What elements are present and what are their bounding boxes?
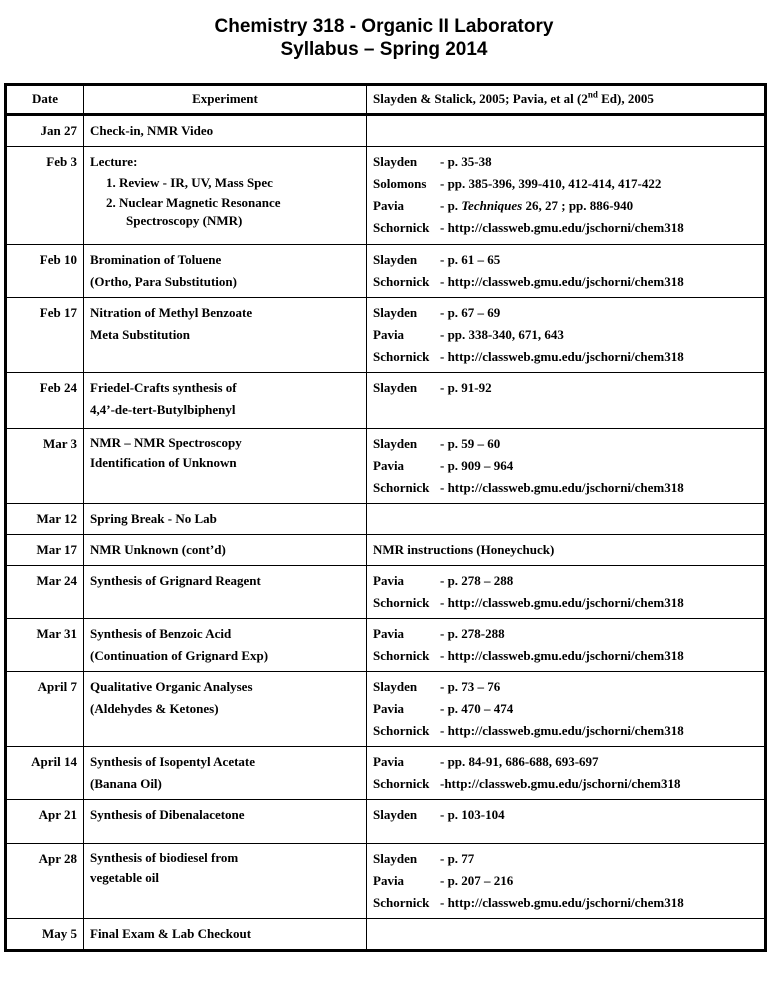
row-date: April 7 (6, 672, 84, 747)
header-references (367, 85, 766, 115)
row-date: Jan 27 (6, 115, 84, 147)
reference-source: Slayden (373, 252, 418, 267)
row-date: Feb 17 (6, 298, 84, 373)
row-date: Mar 17 (6, 535, 84, 566)
reference-line (373, 623, 758, 645)
reference-text: - p. 67 – 69 (440, 305, 501, 320)
header-ref-sup: nd (587, 89, 598, 100)
experiment-line: (Aldehydes & Ketones) (90, 701, 219, 716)
row-references (367, 245, 766, 298)
row-experiment (84, 747, 367, 800)
reference-line (373, 433, 758, 455)
reference-text: - http://classweb.gmu.edu/jschorni/chem318 (440, 480, 684, 495)
reference-source: Solomons (373, 176, 427, 191)
experiment-line: Synthesis of Benzoic Acid (90, 626, 232, 641)
reference-source: Pavia (373, 458, 405, 473)
experiment-line: (Ortho, Para Substitution) (90, 274, 237, 289)
table-row (6, 373, 766, 429)
reference-line (373, 249, 758, 271)
row-date: Apr 21 (6, 800, 84, 844)
row-experiment (84, 373, 367, 429)
experiment-line: Check-in, NMR Video (90, 123, 214, 138)
row-references (367, 672, 766, 747)
reference-text: - http://classweb.gmu.edu/jschorni/chem318 (440, 895, 684, 910)
reference-text: - p. 909 – 964 (440, 458, 514, 473)
reference-line (373, 217, 758, 239)
reference-text: - http://classweb.gmu.edu/jschorni/chem318 (440, 648, 684, 663)
row-references (367, 619, 766, 672)
row-references (367, 504, 766, 535)
reference-text: - p. 278-288 (440, 626, 505, 641)
reference-text: - pp. 338-340, 671, 643 (440, 327, 564, 342)
experiment-line: Identification of Unknown (90, 455, 237, 470)
reference-line (373, 151, 758, 173)
reference-text: - p. 207 – 216 (440, 873, 514, 888)
experiment-line: Synthesis of biodiesel from (90, 850, 239, 865)
header-experiment: Experiment (84, 85, 367, 115)
reference-text: - p. (440, 198, 462, 213)
row-references (367, 800, 766, 844)
reference-text: - p. 91-92 (440, 380, 492, 395)
reference-source: Pavia (373, 754, 405, 769)
reference-text: - p. 61 – 65 (440, 252, 501, 267)
reference-line (373, 676, 758, 698)
row-experiment (84, 535, 367, 566)
reference-line (373, 892, 758, 914)
experiment-line: NMR Unknown (cont’d) (90, 542, 226, 557)
reference-line (373, 570, 758, 592)
row-references (367, 535, 766, 566)
reference-line (373, 173, 758, 195)
reference-source: Schornick (373, 274, 430, 289)
reference-line (373, 455, 758, 477)
row-experiment (84, 566, 367, 619)
reference-line (373, 645, 758, 667)
reference-line (373, 271, 758, 293)
reference-text: - p. 77 (440, 851, 475, 866)
row-references (367, 147, 766, 245)
reference-line (373, 324, 758, 346)
reference-text: - p. 103-104 (440, 807, 505, 822)
reference-text: - p. 470 – 474 (440, 701, 514, 716)
page-subtitle: Syllabus – Spring 2014 (280, 39, 488, 60)
reference-text: - p. 278 – 288 (440, 573, 514, 588)
table-row (6, 747, 766, 800)
reference-line (373, 804, 758, 826)
reference-text: - pp. 385-396, 399-410, 412-414, 417-422 (440, 176, 662, 191)
row-references (367, 919, 766, 951)
reference-line (373, 720, 758, 742)
syllabus-table (4, 83, 767, 952)
row-experiment (84, 672, 367, 747)
table-row (6, 298, 766, 373)
reference-line (373, 592, 758, 614)
reference-text: - p. 35-38 (440, 154, 492, 169)
reference-italic-text: Techniques (461, 198, 523, 213)
table-row (6, 672, 766, 747)
reference-source: Schornick (373, 349, 430, 364)
table-row (6, 147, 766, 245)
reference-source: Schornick (373, 648, 430, 663)
reference-source: Slayden (373, 807, 418, 822)
reference-source: Slayden (373, 154, 418, 169)
reference-source: Pavia (373, 198, 405, 213)
row-references (367, 115, 766, 147)
reference-text: - http://classweb.gmu.edu/jschorni/chem318 (440, 595, 684, 610)
experiment-line: (Continuation of Grignard Exp) (90, 648, 269, 663)
table-row (6, 800, 766, 844)
table-row (6, 619, 766, 672)
experiment-line: Lecture: (90, 154, 138, 169)
reference-line (373, 195, 758, 217)
row-date: Feb 3 (6, 147, 84, 245)
row-date: Apr 28 (6, 844, 84, 919)
row-experiment (84, 429, 367, 504)
reference-source: Slayden (373, 380, 418, 395)
experiment-line: Final Exam & Lab Checkout (90, 926, 252, 941)
reference-text: - http://classweb.gmu.edu/jschorni/chem318 (440, 349, 684, 364)
reference-line (373, 751, 758, 773)
experiment-line: Spring Break - No Lab (90, 511, 217, 526)
row-experiment (84, 919, 367, 951)
experiment-subitem: 2. Nuclear Magnetic Resonance (106, 195, 281, 210)
reference-line (373, 848, 758, 870)
reference-source: Pavia (373, 626, 405, 641)
row-references (367, 566, 766, 619)
table-row (6, 535, 766, 566)
row-date: Feb 10 (6, 245, 84, 298)
reference-text: -http://classweb.gmu.edu/jschorni/chem318 (440, 776, 681, 791)
reference-source: Slayden (373, 851, 418, 866)
table-row (6, 115, 766, 147)
row-date: Mar 3 (6, 429, 84, 504)
row-references (367, 298, 766, 373)
experiment-line: Qualitative Organic Analyses (90, 679, 253, 694)
row-experiment (84, 844, 367, 919)
experiment-line: NMR – NMR Spectroscopy (90, 435, 242, 450)
table-row (6, 919, 766, 951)
row-date: Feb 24 (6, 373, 84, 429)
table-row (6, 245, 766, 298)
reference-source: Pavia (373, 573, 405, 588)
experiment-line: Synthesis of Grignard Reagent (90, 573, 261, 588)
row-experiment (84, 619, 367, 672)
experiment-line: (Banana Oil) (90, 776, 162, 791)
table-row (6, 566, 766, 619)
reference-text: - http://classweb.gmu.edu/jschorni/chem318 (440, 220, 684, 235)
reference-source: Pavia (373, 873, 405, 888)
experiment-line: Synthesis of Dibenalacetone (90, 807, 245, 822)
header-ref-tail: Ed), 2005 (597, 91, 654, 106)
header-ref-main: Slayden & Stalick, 2005; Pavia, et al (2 (373, 91, 588, 106)
row-references (367, 373, 766, 429)
table-row (6, 504, 766, 535)
reference-text: - http://classweb.gmu.edu/jschorni/chem318 (440, 274, 684, 289)
experiment-line: vegetable oil (90, 870, 159, 885)
row-date: Mar 24 (6, 566, 84, 619)
row-date: April 14 (6, 747, 84, 800)
reference-source: Schornick (373, 595, 430, 610)
row-experiment (84, 504, 367, 535)
row-references (367, 747, 766, 800)
reference-source: Slayden (373, 305, 418, 320)
row-experiment (84, 298, 367, 373)
reference-source: Pavia (373, 701, 405, 716)
header-date: Date (6, 85, 84, 115)
reference-line (373, 773, 758, 795)
reference-source: Schornick (373, 776, 430, 791)
experiment-line: Friedel-Crafts synthesis of (90, 380, 237, 395)
reference-text: - http://classweb.gmu.edu/jschorni/chem318 (440, 723, 684, 738)
row-references (367, 429, 766, 504)
reference-source: Pavia (373, 327, 405, 342)
row-experiment (84, 147, 367, 245)
experiment-line: Synthesis of Isopentyl Acetate (90, 754, 256, 769)
reference-source: Schornick (373, 220, 430, 235)
row-experiment (84, 800, 367, 844)
table-row (6, 844, 766, 919)
experiment-line: Meta Substitution (90, 327, 191, 342)
experiment-subitem: Spectroscopy (NMR) (126, 213, 243, 228)
experiment-subitem: 1. Review - IR, UV, Mass Spec (106, 175, 273, 190)
reference-text: - p. 73 – 76 (440, 679, 501, 694)
reference-source: Schornick (373, 723, 430, 738)
table-row (6, 429, 766, 504)
page-title: Chemistry 318 - Organic II Laboratory (214, 16, 554, 37)
reference-source: Slayden (373, 436, 418, 451)
reference-source: Slayden (373, 679, 418, 694)
reference-text: - p. 59 – 60 (440, 436, 501, 451)
experiment-line: Bromination of Toluene (90, 252, 222, 267)
header-row (6, 85, 766, 115)
row-experiment (84, 245, 367, 298)
row-references (367, 844, 766, 919)
row-date: May 5 (6, 919, 84, 951)
row-date: Mar 31 (6, 619, 84, 672)
reference-line: NMR instructions (Honeychuck) (373, 542, 555, 557)
row-date: Mar 12 (6, 504, 84, 535)
reference-line (373, 870, 758, 892)
reference-line (373, 302, 758, 324)
reference-line (373, 377, 758, 399)
reference-line (373, 698, 758, 720)
reference-source: Schornick (373, 480, 430, 495)
reference-line (373, 346, 758, 368)
reference-source: Schornick (373, 895, 430, 910)
reference-text: 26, 27 ; pp. 886-940 (522, 198, 634, 213)
row-experiment (84, 115, 367, 147)
experiment-line: 4,4’-de-tert-Butylbiphenyl (90, 402, 236, 417)
experiment-line: Nitration of Methyl Benzoate (90, 305, 253, 320)
reference-line (373, 477, 758, 499)
reference-text: - pp. 84-91, 686-688, 693-697 (440, 754, 599, 769)
